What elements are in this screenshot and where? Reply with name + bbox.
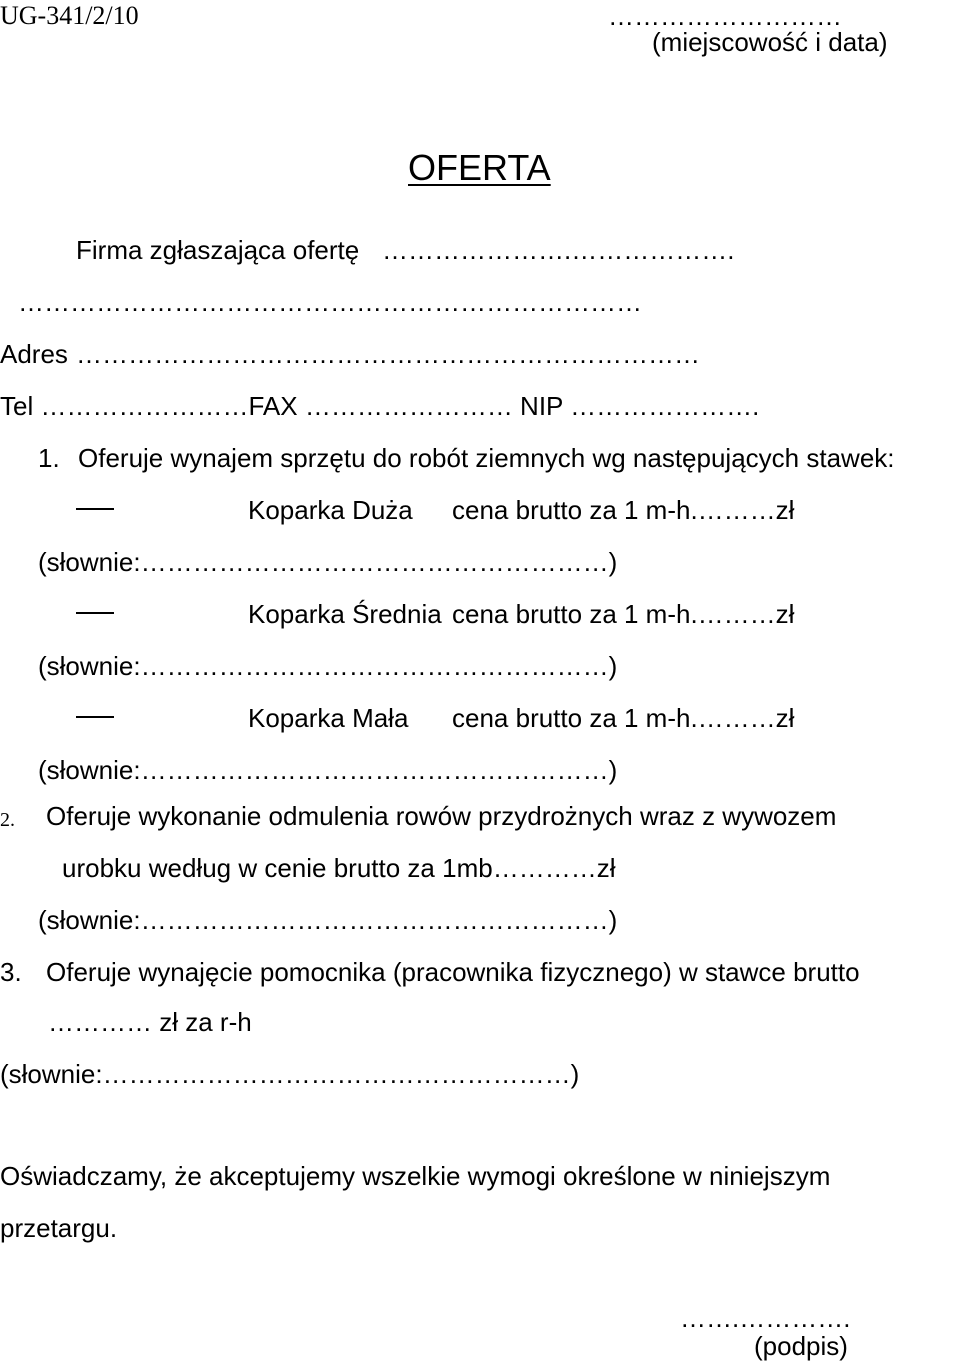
company-dots: ………………….………………. <box>382 235 735 265</box>
declaration-line2: przetargu. <box>0 1213 118 1243</box>
address-dots: ……………………………………………………………… <box>76 339 700 369</box>
company-label: Firma zgłaszająca ofertę <box>76 235 360 265</box>
section2-line1: Oferuje wykonanie odmulenia rowów przydrożnych wraz z wywozem <box>46 801 837 831</box>
signature-dots: …….…………. <box>680 1303 851 1333</box>
declaration-line1: Oświadczamy, że akceptujemy wszelkie wymogi określone w niniejszym <box>0 1161 831 1191</box>
place-date-label: (miejscowość i data) <box>652 27 888 57</box>
document-title: OFERTA <box>408 147 551 188</box>
item-name-koparka-mala: Koparka Mała <box>248 703 409 733</box>
item-words-koparka-duza: (słownie:………………………………………………) <box>38 547 618 577</box>
section3-number: 3. <box>0 957 22 987</box>
section3-line1: Oferuje wynajęcie pomocnika (pracownika fizycznego) w stawce brutto <box>46 957 860 987</box>
item-price-koparka-srednia: cena brutto za 1 m-h.………zł <box>452 599 795 629</box>
place-date-dots: ……………………… <box>608 1 842 31</box>
item-name-koparka-srednia: Koparka Średnia <box>248 599 442 629</box>
item-price-koparka-mala: cena brutto za 1 m-h.………zł <box>452 703 795 733</box>
section3-line2: ………… zł za r-h <box>48 1007 252 1037</box>
list-dash <box>76 508 114 510</box>
section2-words: (słownie:………………………………………………) <box>38 905 618 935</box>
address-label: Adres <box>0 339 68 369</box>
item-words-koparka-mala: (słownie:………………………………………………) <box>38 755 618 785</box>
document-reference: UG-341/2/10 <box>0 1 139 30</box>
company-dots-line2: ……………………………………………………………… <box>18 287 642 317</box>
section2-number: 2. <box>0 809 15 831</box>
section1-number: 1. <box>38 443 60 473</box>
item-name-koparka-duza: Koparka Duża <box>248 495 413 525</box>
section3-words: (słownie:………………………………………………) <box>0 1059 580 1089</box>
signature-label: (podpis) <box>754 1331 848 1361</box>
section2-line2: urobku według w cenie brutto za 1mb…………zł <box>62 853 616 883</box>
contact-line: Tel ……………………FAX …………………… NIP …………………. <box>0 391 760 421</box>
item-price-koparka-duza: cena brutto za 1 m-h.………zł <box>452 495 795 525</box>
section1-text: Oferuje wynajem sprzętu do robót ziemnych wg następujących stawek: <box>78 443 895 473</box>
list-dash <box>76 716 114 718</box>
list-dash <box>76 612 114 614</box>
item-words-koparka-srednia: (słownie:………………………………………………) <box>38 651 618 681</box>
